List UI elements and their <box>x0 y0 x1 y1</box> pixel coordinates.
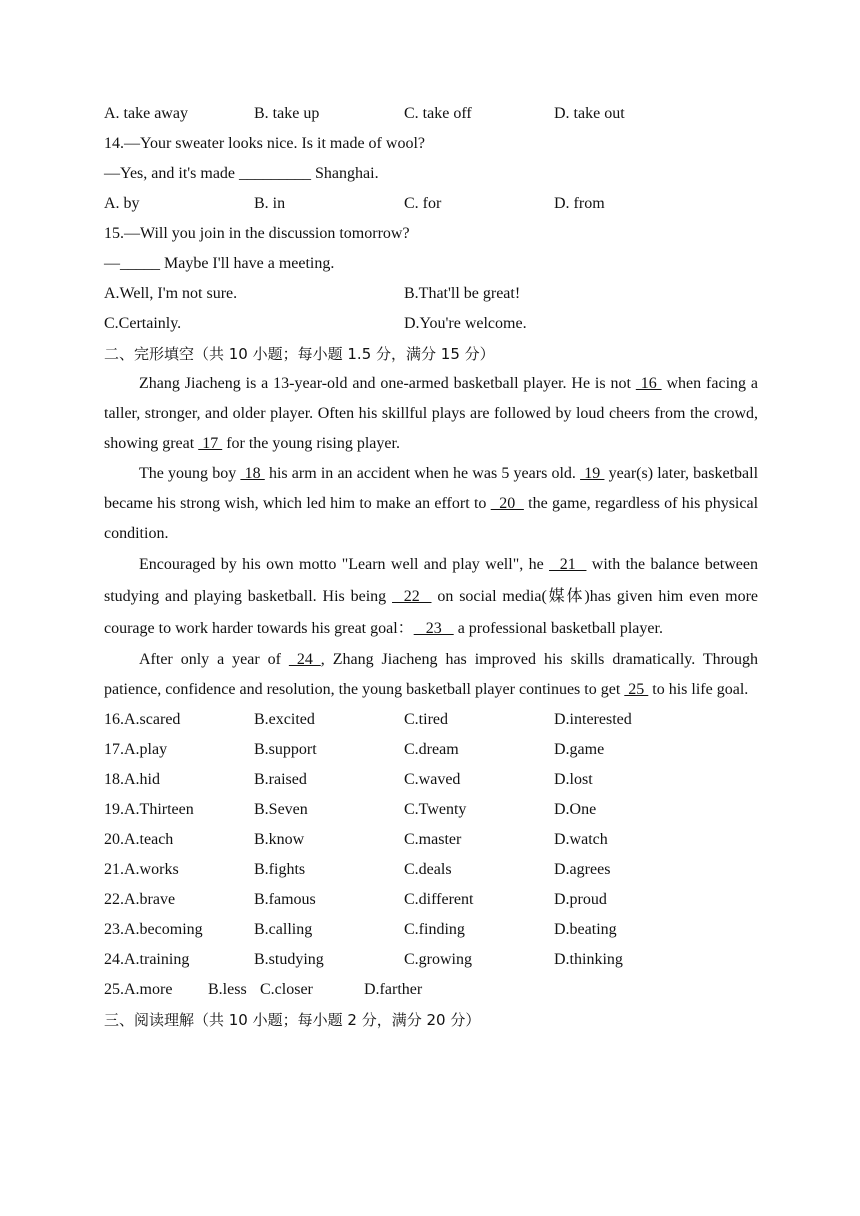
option-c: C.different <box>404 891 474 908</box>
blank-25: 25 <box>624 681 649 698</box>
option-c: C.tired <box>404 711 448 728</box>
blank-19: 19 <box>580 465 605 482</box>
blank-23: 23 <box>413 620 454 637</box>
q14-answer-line: —Yes, and it's made _________ Shanghai. <box>104 165 379 182</box>
option-b: B.famous <box>254 891 316 908</box>
passage-text: year(s) later, basketball became his strong wish, which led him to make an effort to <box>104 465 759 512</box>
cloze-options-22 <box>104 885 758 915</box>
passage-paragraph-3 <box>104 549 758 645</box>
option-d: D.agrees <box>554 861 611 878</box>
option-a: 21.A.works <box>104 861 179 878</box>
q14-question: 14.—Your sweater looks nice. Is it made of wool? <box>104 135 425 152</box>
q13-options <box>104 99 758 129</box>
option-b: B.fights <box>254 861 306 878</box>
option-d: D.interested <box>554 711 632 728</box>
passage-text: Encouraged by his own motto "Learn well and play well", he <box>139 556 550 573</box>
passage-text: his arm in an accident when he was 5 years old. <box>264 465 581 482</box>
cloze-options-23 <box>104 915 758 945</box>
q14-options <box>104 189 758 219</box>
cloze-options-24 <box>104 945 758 975</box>
option-c: C.dream <box>404 741 459 758</box>
passage-text: , Zhang Jiacheng has improved his skills dramatically. Through patience, confidence and resolution, the young basketball player continues to get <box>104 651 758 698</box>
cloze-options-16 <box>104 705 758 735</box>
option-b: B. in <box>254 195 286 212</box>
passage-text: when facing a taller, stronger, and older player. Often his skillful plays are followed by loud cheers from the crowd, showing great <box>104 375 759 452</box>
option-d: D.farther <box>364 981 423 998</box>
blank-16: 16 <box>635 375 662 392</box>
cloze-passage <box>104 369 758 705</box>
option-c: C. take off <box>404 105 472 122</box>
passage-text: to his life goal. <box>648 681 749 698</box>
option-b: B.know <box>254 831 305 848</box>
option-b: B.support <box>254 741 317 758</box>
option-c: C.master <box>404 831 462 848</box>
option-d: D.beating <box>554 921 617 938</box>
passage-text: The young boy <box>139 465 241 482</box>
exam-page <box>104 99 758 1035</box>
option-b: B.less <box>208 981 247 998</box>
passage-text: for the young rising player. <box>222 435 400 452</box>
option-c: C. for <box>404 195 442 212</box>
blank-21: 21 <box>549 556 587 573</box>
option-b: B.studying <box>254 951 324 968</box>
passage-text: on social media(媒体)has given him even more courage to work harder towards his great goal： <box>104 588 759 637</box>
passage-text: a professional basketball player. <box>453 620 663 637</box>
option-a: 17.A.play <box>104 741 168 758</box>
passage-paragraph-4 <box>104 645 758 705</box>
q15-answer-line: —_____ Maybe I'll have a meeting. <box>104 255 335 272</box>
cloze-options-20 <box>104 825 758 855</box>
cloze-options-21 <box>104 855 758 885</box>
option-a: 16.A.scared <box>104 711 181 728</box>
passage-text: with the balance between studying and playing basketball. His being <box>104 556 759 605</box>
option-c: C.finding <box>404 921 465 938</box>
option-b: B.excited <box>254 711 315 728</box>
blank-22: 22 <box>392 588 432 605</box>
blank-17: 17 <box>198 435 223 452</box>
option-a: A. by <box>104 195 140 212</box>
option-c: C.deals <box>404 861 452 878</box>
section-2-title: 二、完形填空（共 10 小题；每小题 1.5 分，满分 15 分） <box>104 345 495 363</box>
option-c: C.Certainly. <box>104 315 182 332</box>
blank-24: 24 <box>288 651 321 668</box>
option-b: B.raised <box>254 771 307 788</box>
option-c: C.closer <box>260 981 313 998</box>
option-d: D.lost <box>554 771 593 788</box>
option-c: C.waved <box>404 771 461 788</box>
option-d: D. take out <box>554 105 625 122</box>
option-b: B. take up <box>254 105 320 122</box>
option-d: D.You're welcome. <box>404 315 527 332</box>
q15-question: 15.—Will you join in the discussion tomorrow? <box>104 225 410 242</box>
cloze-options-17 <box>104 735 758 765</box>
option-b: B.That'll be great! <box>404 285 521 302</box>
q15-options-row2 <box>104 309 758 339</box>
option-d: D.One <box>554 801 597 818</box>
passage-paragraph-2 <box>104 459 758 549</box>
option-b: B.calling <box>254 921 313 938</box>
option-d: D.game <box>554 741 605 758</box>
passage-text: the game, regardless of his physical condition. <box>104 495 759 542</box>
passage-paragraph-1 <box>104 369 758 459</box>
cloze-options-19 <box>104 795 758 825</box>
option-a: A. take away <box>104 105 188 122</box>
q15-options-row1 <box>104 279 758 309</box>
option-c: C.growing <box>404 951 472 968</box>
cloze-options-25 <box>104 975 758 1005</box>
option-a: 18.A.hid <box>104 771 160 788</box>
passage-text: Zhang Jiacheng is a 13-year-old and one-armed basketball player. He is not <box>139 375 636 392</box>
option-a: 20.A.teach <box>104 831 174 848</box>
option-d: D.thinking <box>554 951 623 968</box>
section-3-title: 三、阅读理解（共 10 小题；每小题 2 分，满分 20 分） <box>104 1011 481 1029</box>
option-a: 24.A.training <box>104 951 190 968</box>
option-a: A.Well, I'm not sure. <box>104 285 238 302</box>
option-d: D.watch <box>554 831 608 848</box>
option-d: D.proud <box>554 891 607 908</box>
option-a: 25.A.more <box>104 981 173 998</box>
option-d: D. from <box>554 195 605 212</box>
blank-18: 18 <box>240 465 265 482</box>
blank-20: 20 <box>490 495 524 512</box>
option-a: 19.A.Thirteen <box>104 801 194 818</box>
option-c: C.Twenty <box>404 801 467 818</box>
cloze-options-18 <box>104 765 758 795</box>
option-a: 23.A.becoming <box>104 921 203 938</box>
option-b: B.Seven <box>254 801 308 818</box>
passage-text: After only a year of <box>139 651 289 668</box>
option-a: 22.A.brave <box>104 891 176 908</box>
